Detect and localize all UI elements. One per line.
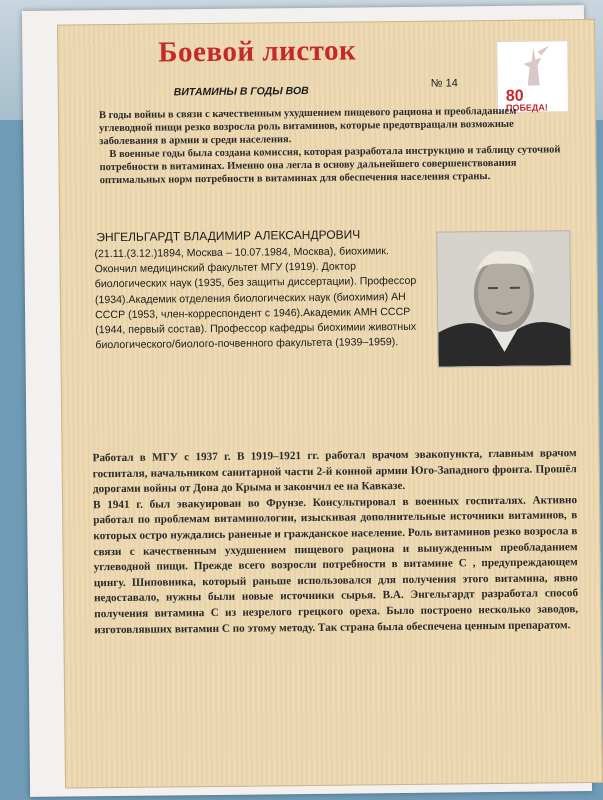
poster-subtitle: ВИТАМИНЫ В ГОДЫ ВОВ xyxy=(173,84,309,99)
bottom-paragraph-1: Работал в МГУ с 1937 г. В 1919–1921 гг. работал врачом эвакопункта, главным врачом госпиталя, начальником санитарной части 2-й конной армии Юго-Западного фронта. Прошёл дорогами войны от Дона до Крыма и закончил ее на Кавказе. xyxy=(92,447,577,496)
bottom-text xyxy=(93,446,579,638)
poster-title: Боевой листок xyxy=(158,34,357,69)
issue-number: № 14 xyxy=(430,77,458,90)
bio-name: ЭНГЕЛЬГАРДТ ВЛАДИМИР АЛЕКСАНДРОВИЧ xyxy=(96,227,361,245)
bottom-paragraph-2: В 1941 г. был эвакуирован во Фрунзе. Консультировал в военных госпиталях. Активно работал по проблемам витаминологии, изыскивая дополнительные источники витаминов, в которых остро нуждались раненые и гражданское население. Роль витаминов резко возросла в связи с качественным ухудшением пищевого рациона и вынужденным преобладанием углеводной пищи. Прежде всего возросли потребности в витамине С , предупреждающем цингу. Шиповника, который раньше использовался для получения этого витамина, явно недоставало, нужны были новые источники сырья. В.А. Энгельгардт разработал способ получения витамина С из незрелого грецкого ореха. Было построено несколько заводов, изготовлявших витамин С по этому методу. Так страна была обеспечена ценным препаратом. xyxy=(93,493,579,636)
logo-number: 80 xyxy=(505,87,524,105)
logo-word: ПОБЕДА! xyxy=(505,102,548,113)
intro-text xyxy=(99,104,570,187)
intro-paragraph-2: В военные годы была создана комиссия, которая разработала инструкцию и таблицу суточной потребности в витаминах. Именно она легла в основу дальнейшего совершенствования оптимальных норм потребности в витаминах для обеспечения населения страны. xyxy=(99,144,561,187)
bio-text: (21.11.(3.12.)1894, Москва – 10.07.1984, Москва), биохимик. Окончил медицинский факультет МГУ (1919). Доктор биологических наук (1935, без защиты диссертации). Профессор (1934).Академик отделения биологических наук (биохимия) АН СССР (1953, член-корреспондент с 1946).Академик АМН СССР (1944, первый состав). Профессор кафедры биохимии животных биологического/биолого-почвенного факультета (1939–1959). xyxy=(94,245,417,352)
victory-80-logo xyxy=(496,40,569,113)
paper-sheet xyxy=(22,5,592,797)
portrait-image xyxy=(437,231,570,366)
intro-paragraph-1: В годы войны в связи с качественным ухудшением пищевого рациона и преобладанием углеводной пищи резко возросла роль витаминов, которые предотвращали возможные заболевания в армии и среди населения. xyxy=(98,105,517,148)
portrait-photo xyxy=(436,230,571,367)
poster xyxy=(57,19,603,789)
